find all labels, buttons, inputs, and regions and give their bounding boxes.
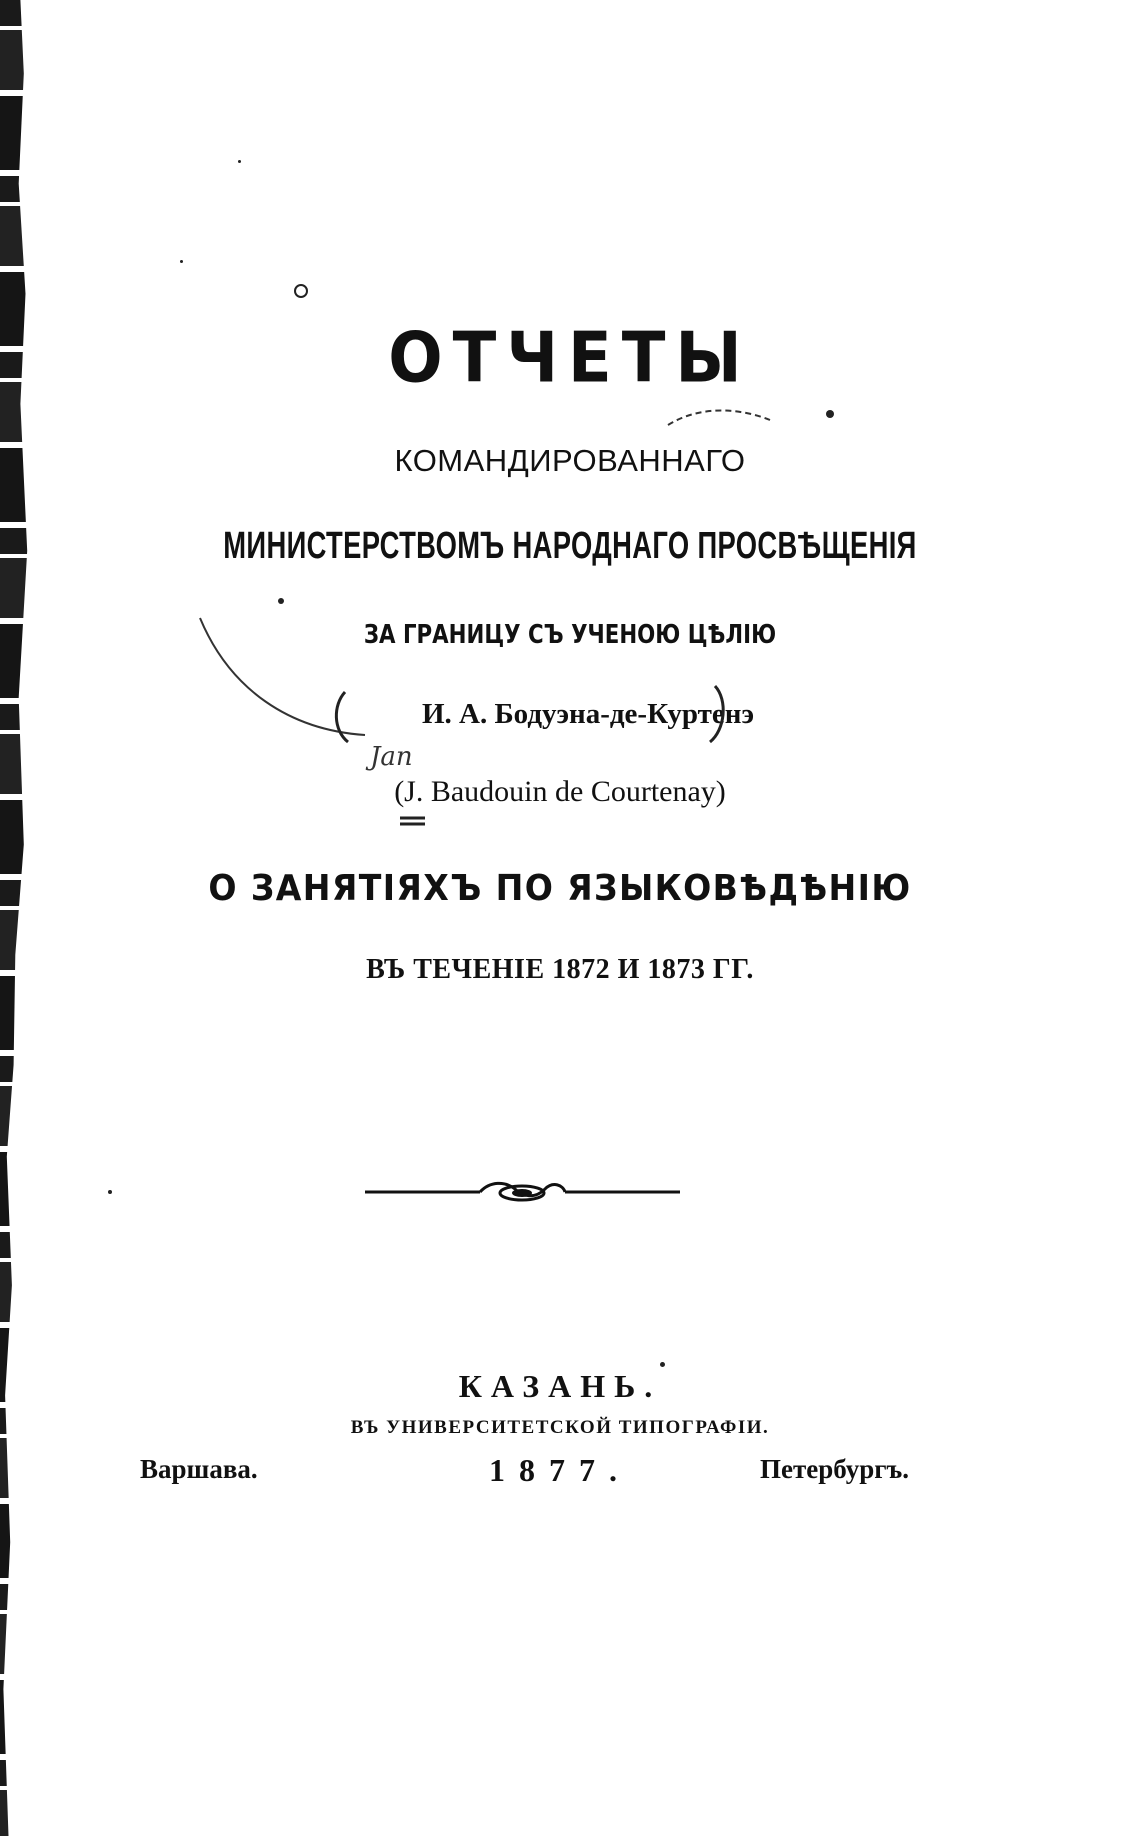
scan-speck xyxy=(278,598,284,604)
scan-speck xyxy=(294,284,308,298)
imprint-place-left: Варшава. xyxy=(140,1454,258,1484)
pencil-underline xyxy=(400,818,425,824)
pencil-stroke xyxy=(668,410,770,425)
handwritten-name-correction: Jan xyxy=(370,742,413,772)
imprint-city: КАЗАНЬ. xyxy=(458,1368,662,1404)
scanned-binding-edge xyxy=(0,0,34,1836)
imprint-press: ВЪ УНИВЕРСИТЕТСКОЙ ТИПОГРАФІИ. xyxy=(350,1417,770,1438)
main-title: ОТЧЕТЫ xyxy=(388,319,752,399)
subtitle-line-3: ЗА ГРАНИЦУ СЪ УЧЕНОЮ ЦѢЛІЮ xyxy=(363,620,777,650)
author-name-latin: (J. Baudouin de Courtenay) xyxy=(394,775,726,808)
ornamental-rule xyxy=(365,1177,680,1207)
subject-line: О ЗАНЯТІЯХЪ ПО ЯЗЫКОВѢДѢНІЮ xyxy=(208,868,912,909)
author-name-russian: И. А. Бодуэна-де-Куртенэ xyxy=(421,698,754,730)
imprint-place-right: Петербургъ. xyxy=(760,1454,909,1484)
subtitle-line-2: МИНИСТЕРСТВОМЪ НАРОДНАГО ПРОСВѢЩЕНІЯ xyxy=(223,525,917,567)
scan-speck xyxy=(108,1190,112,1194)
scan-speck xyxy=(238,160,241,163)
subtitle-line-1: КОМАНДИРОВАННАГО xyxy=(394,443,746,478)
imprint-year: 1877. xyxy=(489,1452,631,1488)
scan-speck xyxy=(660,1362,665,1367)
scan-speck xyxy=(180,260,183,263)
scan-speck xyxy=(826,410,834,418)
period-line: ВЪ ТЕЧЕНІЕ 1872 И 1873 ГГ. xyxy=(366,954,754,985)
